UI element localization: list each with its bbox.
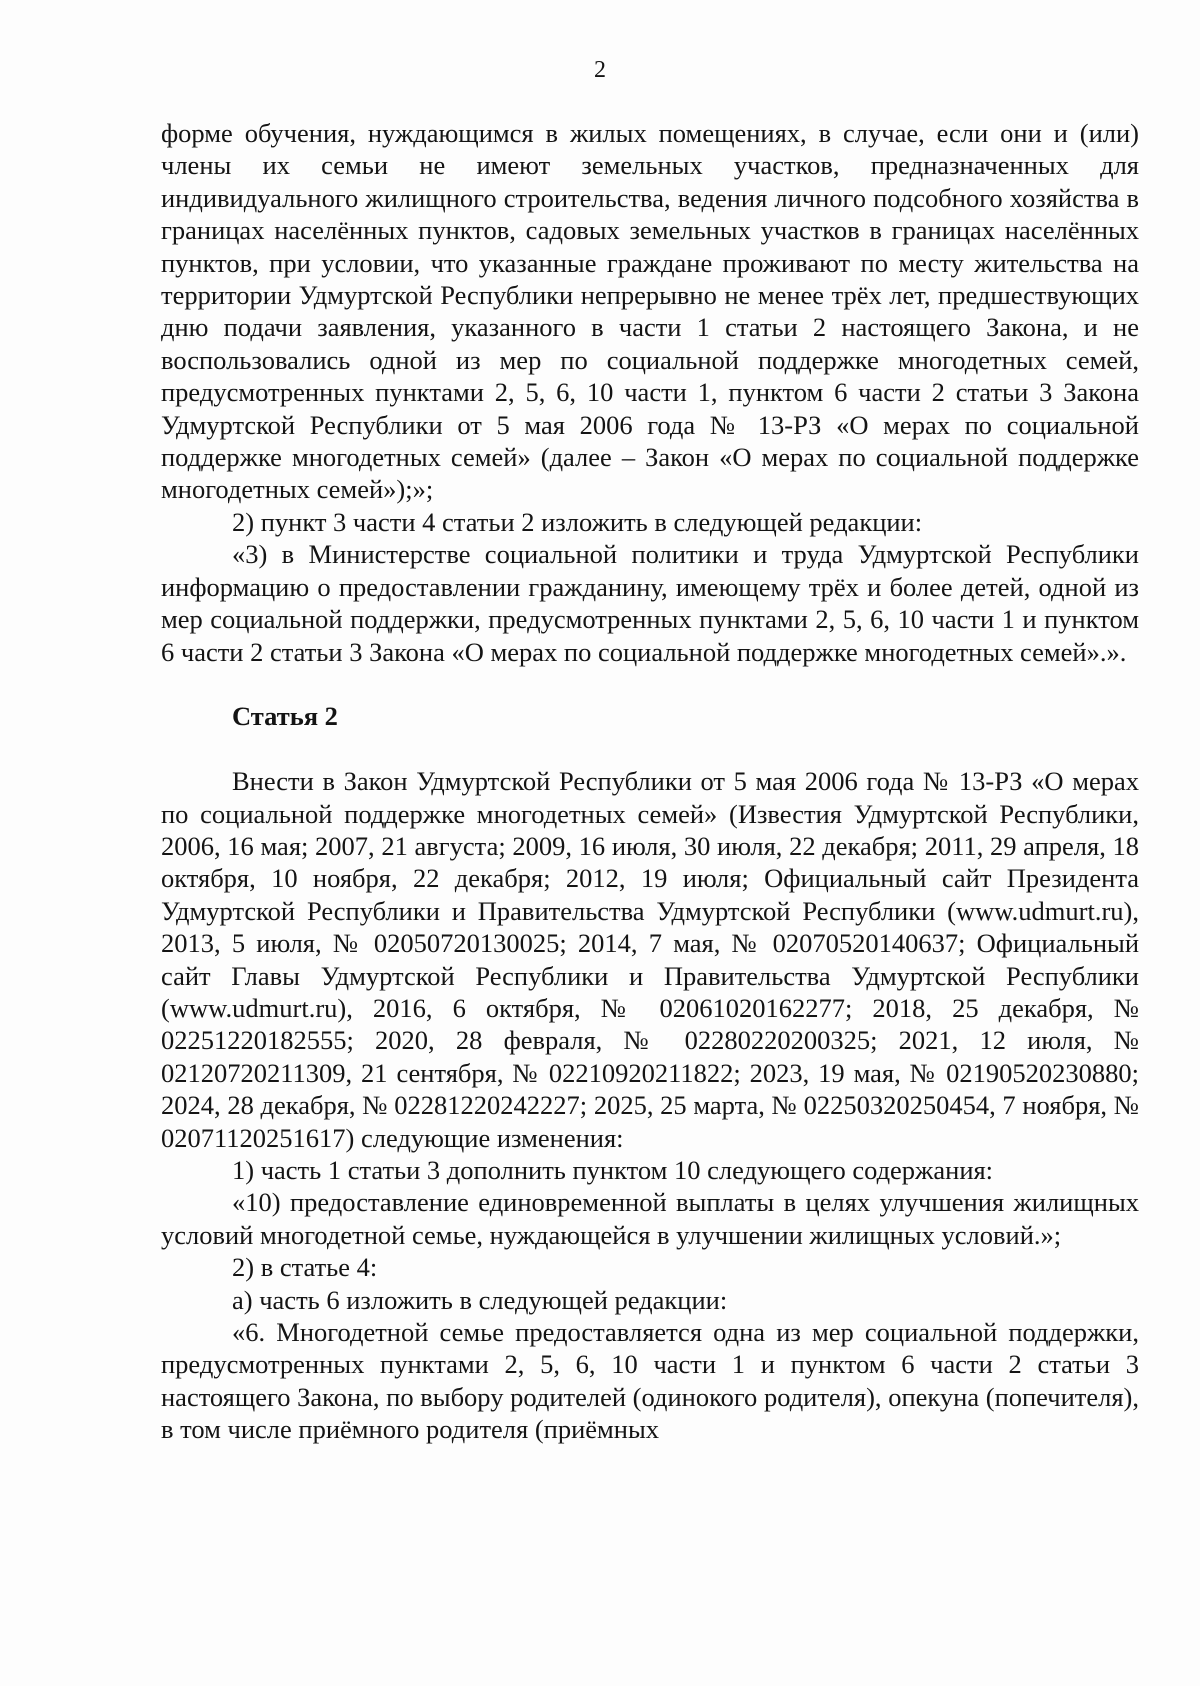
paragraph: форме обучения, нуждающимся в жилых помещениях, в случае, если они и (или) члены их семьи не имеют земельных участков, предназначенных для индивидуального жилищного строительства, ведения личного подсобного хозяйства в границах населённых пунктов, садовых земельных участков в границах населённых пунктов, при условии, что указанные граждане проживают по месту жительства на территории Удмуртской Республики непрерывно не менее трёх лет, предшествующих дню подачи заявления, указанного в части 1 статьи 2 настоящего Закона, и не воспользовались одной из мер по социальной поддержке многодетных семей, предусмотренных пунктами 2, 5, 6, 10 части 1, пунктом 6 части 2 статьи 3 Закона Удмуртской Республики от 5 мая 2006 года № 13-РЗ «О мерах по социальной поддержке многодетных семей» (далее – Закон «О мерах по социальной поддержке многодетных семей»);»; (161, 118, 1139, 505)
blank-line (161, 733, 1139, 765)
paragraph: Внести в Закон Удмуртской Республики от 5 мая 2006 года № 13-РЗ «О мерах по социальной поддержке многодетных семей» (Известия Удмуртской Республики, 2006, 16 мая; 2007, 21 августа; 2009, 16 июля, 30 июля, 22 декабря; 2011, 29 апреля, 18 октября, 10 ноября, 22 декабря; 2012, 19 июля; Официальный сайт Президента Удмуртской Республики и Правительства Удмуртской Республики (www.udmurt.ru), 2013, 5 июля, № 02050720130025; 2014, 7 мая, № 02070520140637; Официальный сайт Главы Удмуртской Республики и Правительства Удмуртской Республики (www.udmurt.ru), 2016, 6 октября, № 02061020162277; 2018, 25 декабря, № 02251220182555; 2020, 28 февраля, № 02280220200325; 2021, 12 июля, № 02120720211309, 21 сентября, № 02210920211822; 2023, 19 мая, № 02190520230880; 2024, 28 декабря, № 02281220242227; 2025, 25 марта, № 02250320250454, 7 ноября, № 02071120251617) следующие изменения: (161, 766, 1139, 1153)
paragraph: «10) предоставление единовременной выплаты в целях улучшения жилищных условий многодетной семье, нуждающейся в улучшении жилищных условий.»; (161, 1187, 1139, 1250)
paragraph: 2) в статье 4: (232, 1252, 378, 1283)
paragraph: 1) часть 1 статьи 3 дополнить пунктом 10 следующего содержания: (232, 1154, 994, 1185)
paragraph: «6. Многодетной семье предоставляется одна из мер социальной поддержки, предусмотренных пунктами 2, 5, 6, 10 части 1 и пунктом 6 части 2 статьи 3 настоящего Закона, по выбору родителей (одинокого родителя), опекуна (попечителя), в том числе приёмного родителя (приёмных (161, 1317, 1139, 1445)
paragraphs-after (161, 765, 1139, 1446)
paragraph: а) часть 6 изложить в следующей редакции: (232, 1284, 728, 1315)
document-body (161, 117, 1139, 1446)
page-number: 2 (594, 57, 606, 83)
paragraph: «3) в Министерстве социальной политики и труда Удмуртской Республики информацию о предоставлении гражданину, имеющему трёх и более детей, одной из мер социальной поддержки, предусмотренных пунктами 2, 5, 6, 10 части 1 и пунктом 6 части 2 статьи 3 Закона «О мерах по социальной поддержке многодетных семей».». (161, 539, 1139, 667)
blank-line (161, 668, 1139, 700)
paragraphs-before (161, 117, 1139, 668)
paragraph: 2) пункт 3 части 4 статьи 2 изложить в следующей редакции: (232, 506, 923, 537)
article-heading: Статья 2 (232, 701, 338, 732)
